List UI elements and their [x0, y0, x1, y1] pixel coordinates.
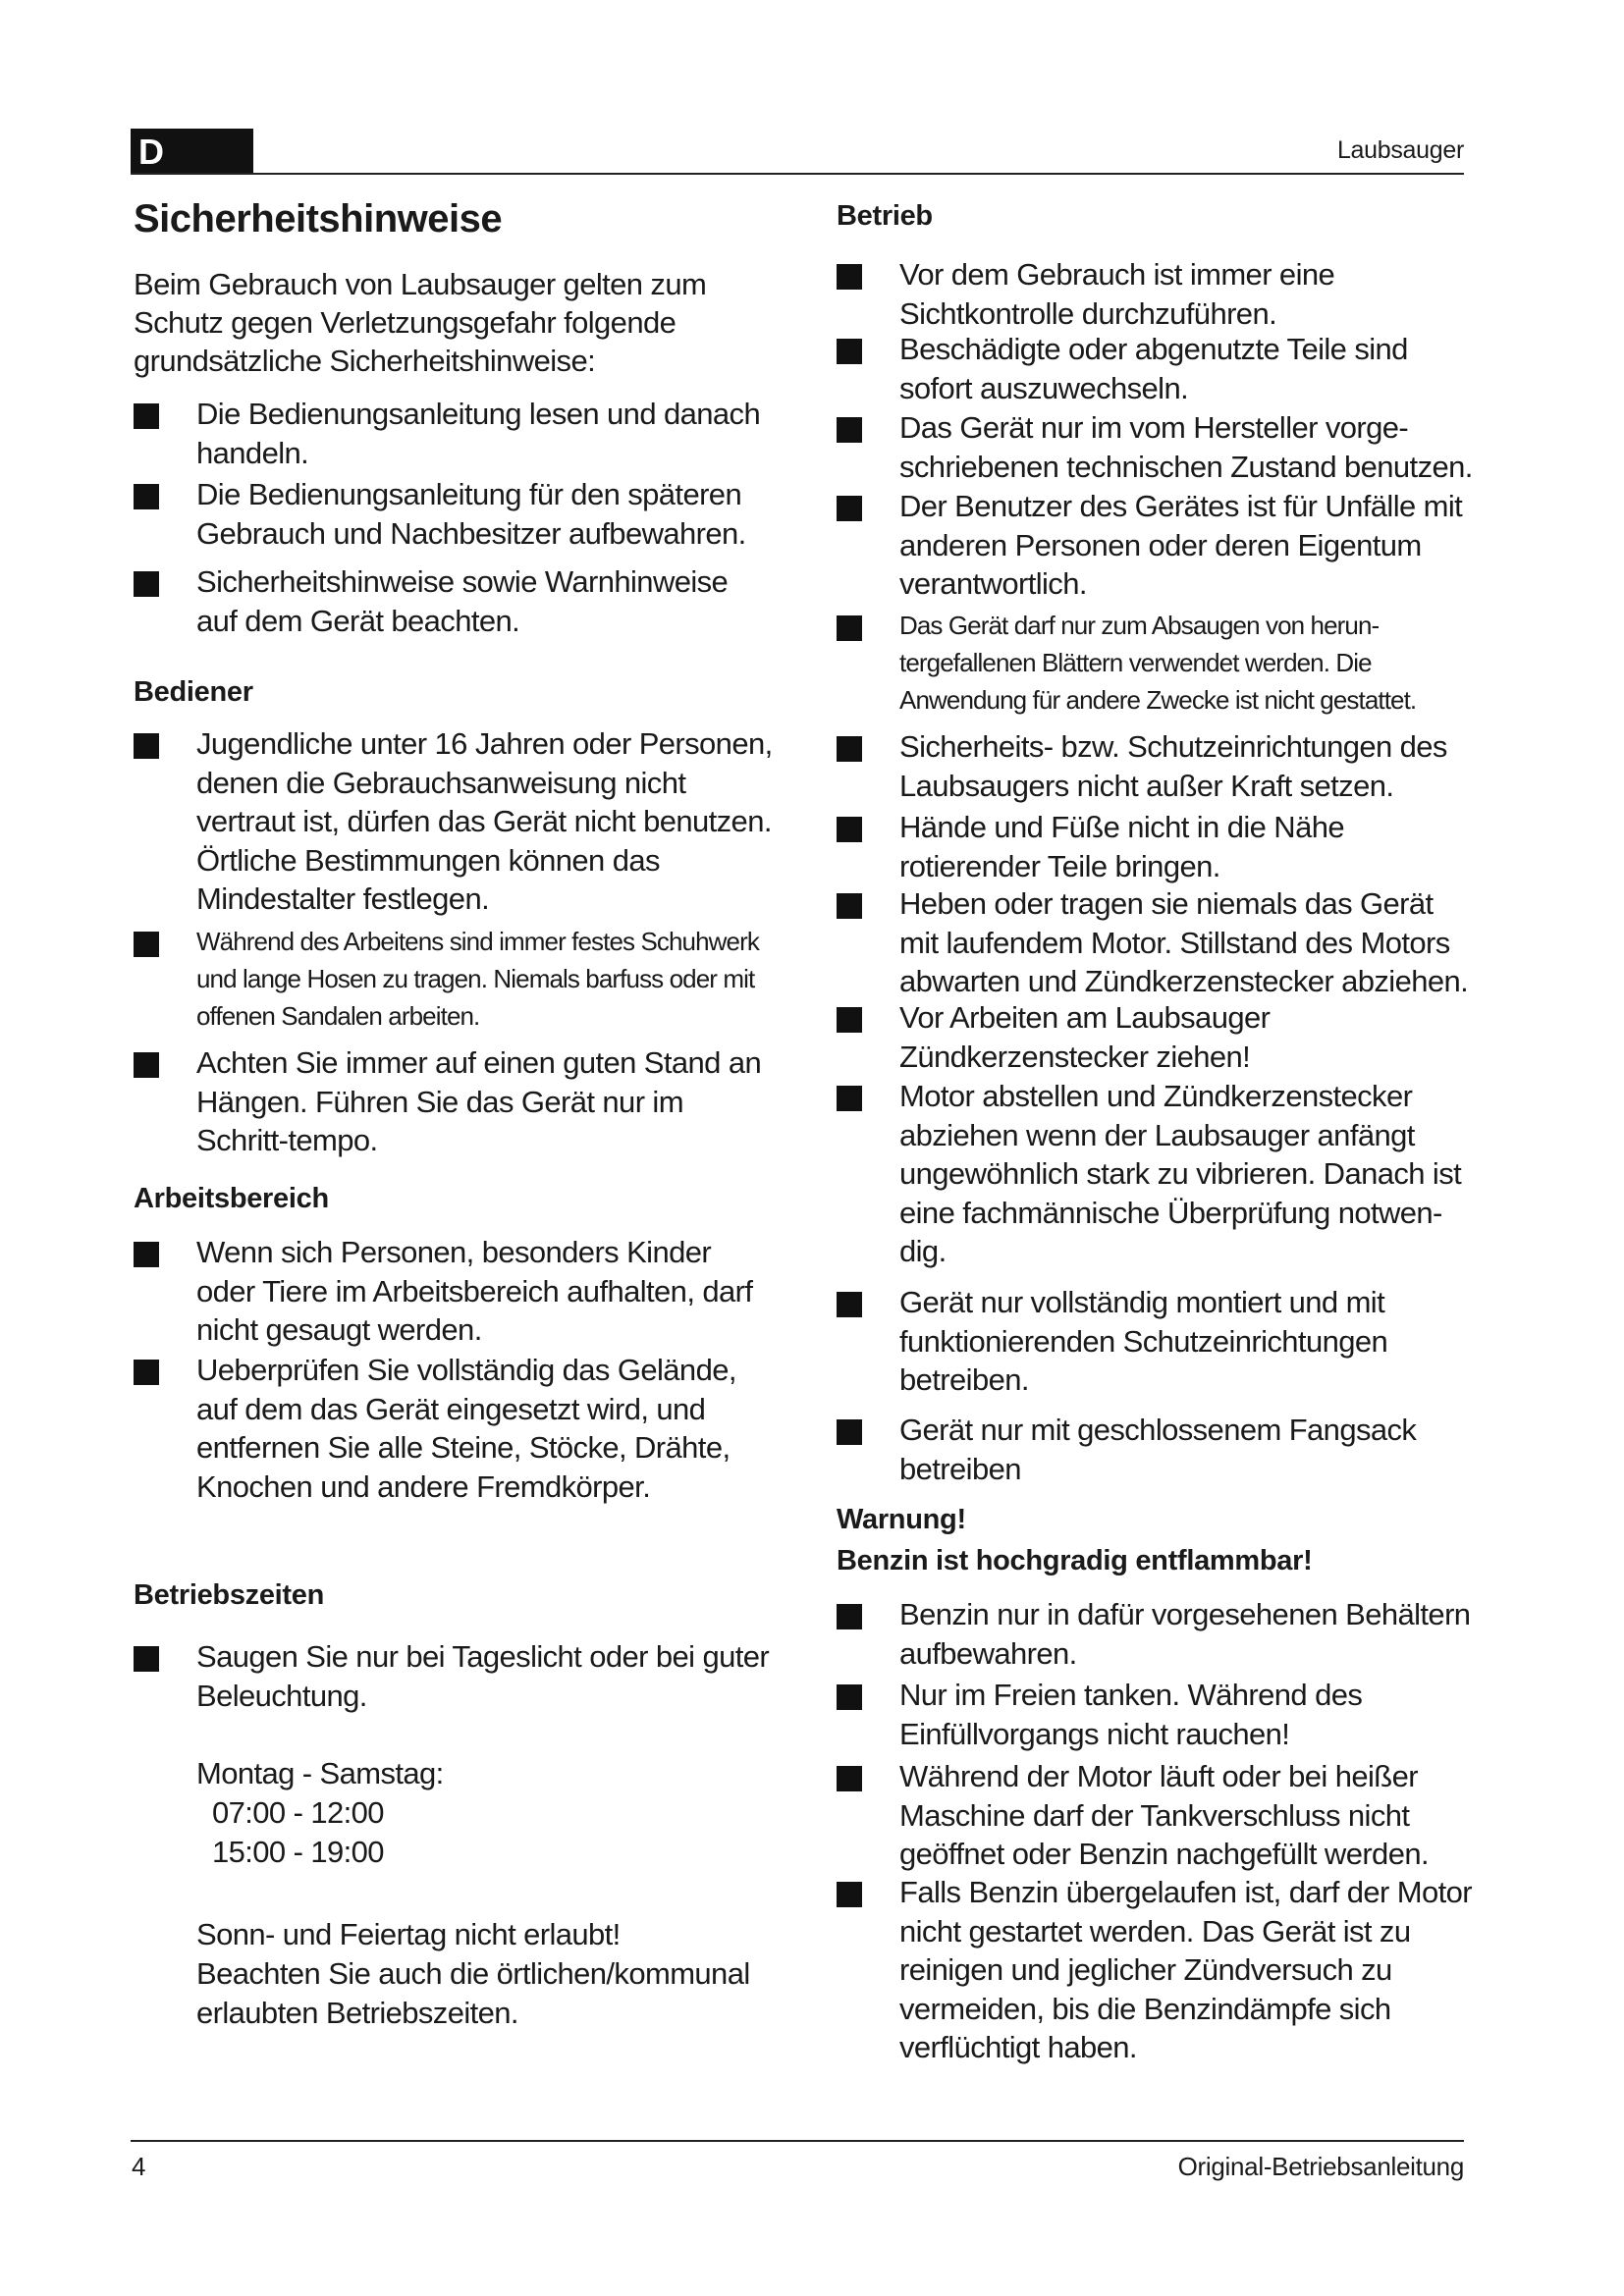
- section-heading-betriebszeiten: Betriebszeiten: [134, 1579, 325, 1611]
- list-item-text: Das Gerät darf nur zum Absaugen von herun-tergefallenen Blättern verwendet werden. Die Anwendung für andere Zwecke ist nicht gestattet.: [899, 611, 1417, 715]
- bullet-icon: [837, 1882, 862, 1907]
- list-item-text: Nur im Freien tanken. Während des Einfüllvorgangs nicht rauchen!: [899, 1678, 1363, 1751]
- bullet-icon: [134, 733, 159, 759]
- list-item-text: Jugendliche unter 16 Jahren oder Personen, denen die Gebrauchsanweisung nicht vertraut ist, dürfen das Gerät nicht benutzen. Örtliche Bestimmungen können das Mindestalter festlegen.: [196, 726, 773, 916]
- list-item-text: Die Bedienungsanleitung lesen und danach handeln.: [196, 397, 761, 470]
- bullet-icon: [837, 496, 862, 521]
- list-item-text: Beschädigte oder abgenutzte Teile sind sofort auszuwechseln.: [899, 332, 1408, 405]
- footer-title: Original-Betriebsanleitung: [1177, 2152, 1464, 2181]
- list-item-text: Gerät nur vollständig montiert und mit funktionierenden Schutzeinrichtungen betreiben.: [899, 1285, 1388, 1397]
- list-item-text: Das Gerät nur im vom Hersteller vorge-schriebenen technischen Zustand benutzen.: [899, 410, 1473, 484]
- bullet-icon: [134, 484, 159, 509]
- list-item-text: Wenn sich Personen, besonders Kinder oder Tiere im Arbeitsbereich aufhalten, darf nicht gesaugt werden.: [196, 1235, 753, 1347]
- bullet-icon: [837, 1007, 862, 1033]
- list-item-text: Während der Motor läuft oder bei heißer Maschine darf der Tankverschluss nicht geöffnet oder Benzin nachgefüllt werden.: [899, 1759, 1429, 1871]
- header-divider: [131, 173, 1464, 175]
- list-item-text: Gerät nur mit geschlossenem Fangsack betreiben: [899, 1413, 1417, 1486]
- language-tab: D: [131, 129, 253, 175]
- bullet-icon: [134, 403, 159, 429]
- list-item-text: Während des Arbeitens sind immer festes Schuhwerk und lange Hosen zu tragen. Niemals barfuss oder mit offenen Sandalen arbeiten.: [196, 927, 759, 1031]
- section-heading-bediener: Bediener: [134, 676, 253, 708]
- schedule-note-local: Beachten Sie auch die örtlichen/kommunal erlaubten Betriebszeiten.: [196, 1956, 750, 2030]
- bullet-icon: [837, 615, 862, 641]
- list-item-text: Benzin nur in dafür vorgesehenen Behältern aufbewahren.: [899, 1597, 1471, 1671]
- bullet-icon: [837, 1684, 862, 1710]
- bullet-icon: [837, 1292, 862, 1317]
- list-item-text: Heben oder tragen sie niemals das Gerät mit laufendem Motor. Stillstand des Motors abwarten und Zündkerzenstecker abziehen.: [899, 886, 1469, 998]
- section-heading-betrieb: Betrieb: [837, 200, 933, 232]
- page-title: Sicherheitshinweise: [134, 197, 503, 240]
- bullet-icon: [837, 339, 862, 364]
- schedule-block: [196, 1754, 444, 1872]
- bullet-icon: [837, 1766, 862, 1791]
- warning-heading: Warnung!: [837, 1504, 966, 1535]
- bullet-icon: [837, 1086, 862, 1111]
- schedule-days: Montag - Samstag:: [196, 1756, 444, 1790]
- list-item-text: Ueberprüfen Sie vollständig das Gelände, auf dem das Gerät eingesetzt wird, und entfernen Sie alle Steine, Stöcke, Drähte, Knochen und andere Fremdkörper.: [196, 1353, 736, 1504]
- bullet-icon: [837, 264, 862, 290]
- list-item-text: Sicherheits- bzw. Schutzeinrichtungen des Laubsaugers nicht außer Kraft setzen.: [899, 729, 1447, 803]
- schedule-note-holidays: Sonn- und Feiertag nicht erlaubt!: [196, 1917, 621, 1951]
- section-heading-arbeitsbereich: Arbeitsbereich: [134, 1183, 329, 1214]
- schedule-time-afternoon: 15:00 - 19:00: [212, 1835, 384, 1869]
- bullet-icon: [134, 932, 159, 957]
- bullet-icon: [837, 893, 862, 919]
- bullet-icon: [134, 1052, 159, 1078]
- bullet-icon: [837, 817, 862, 842]
- warning-subheading: Benzin ist hochgradig entflammbar!: [837, 1545, 1313, 1576]
- bullet-icon: [134, 1242, 159, 1267]
- page-number: 4: [132, 2152, 146, 2181]
- list-item-text: Vor dem Gebrauch ist immer eine Sichtkontrolle durchzuführen.: [899, 257, 1335, 331]
- schedule-time-morning: 07:00 - 12:00: [212, 1795, 384, 1830]
- bullet-icon: [134, 1360, 159, 1385]
- list-item-text: Die Bedienungsanleitung für den späteren Gebrauch und Nachbesitzer aufbewahren.: [196, 477, 746, 551]
- list-item-text: Motor abstellen und Zündkerzenstecker abziehen wenn der Laubsauger anfängt ungewöhnlich stark zu vibrieren. Danach ist eine fachmännische Überprüfung notwen-dig.: [899, 1079, 1462, 1268]
- list-item-text: Vor Arbeiten am Laubsauger Zündkerzenstecker ziehen!: [899, 1000, 1271, 1074]
- bullet-icon: [837, 417, 862, 443]
- bullet-icon: [837, 1419, 862, 1445]
- bullet-icon: [837, 736, 862, 762]
- list-item-text: Hände und Füße nicht in die Nähe rotierender Teile bringen.: [899, 810, 1344, 883]
- bullet-icon: [837, 1604, 862, 1629]
- list-item-text: Der Benutzer des Gerätes ist für Unfälle mit anderen Personen oder deren Eigentum verantwortlich.: [899, 489, 1463, 601]
- list-item-text: Achten Sie immer auf einen guten Stand an Hängen. Führen Sie das Gerät nur im Schritt-tempo.: [196, 1045, 762, 1157]
- schedule-notes: [196, 1915, 776, 2033]
- list-item-text: Sicherheitshinweise sowie Warnhinweise auf dem Gerät beachten.: [196, 564, 729, 638]
- footer-divider: [131, 2140, 1464, 2142]
- bullet-icon: [134, 1646, 159, 1672]
- bullet-icon: [134, 571, 159, 597]
- list-item-text: Falls Benzin übergelaufen ist, darf der Motor nicht gestartet werden. Das Gerät ist zu reinigen und jeglicher Zündversuch zu vermeiden, bis die Benzindämpfe sich verflüchtigt haben.: [899, 1875, 1472, 2064]
- intro-paragraph: Beim Gebrauch von Laubsauger gelten zum Schutz gegen Verletzungsgefahr folgende grundsätzliche Sicherheitshinweise:: [134, 267, 707, 378]
- header-title: Laubsauger: [1336, 136, 1464, 164]
- list-item-text: Saugen Sie nur bei Tageslicht oder bei guter Beleuchtung.: [196, 1639, 770, 1713]
